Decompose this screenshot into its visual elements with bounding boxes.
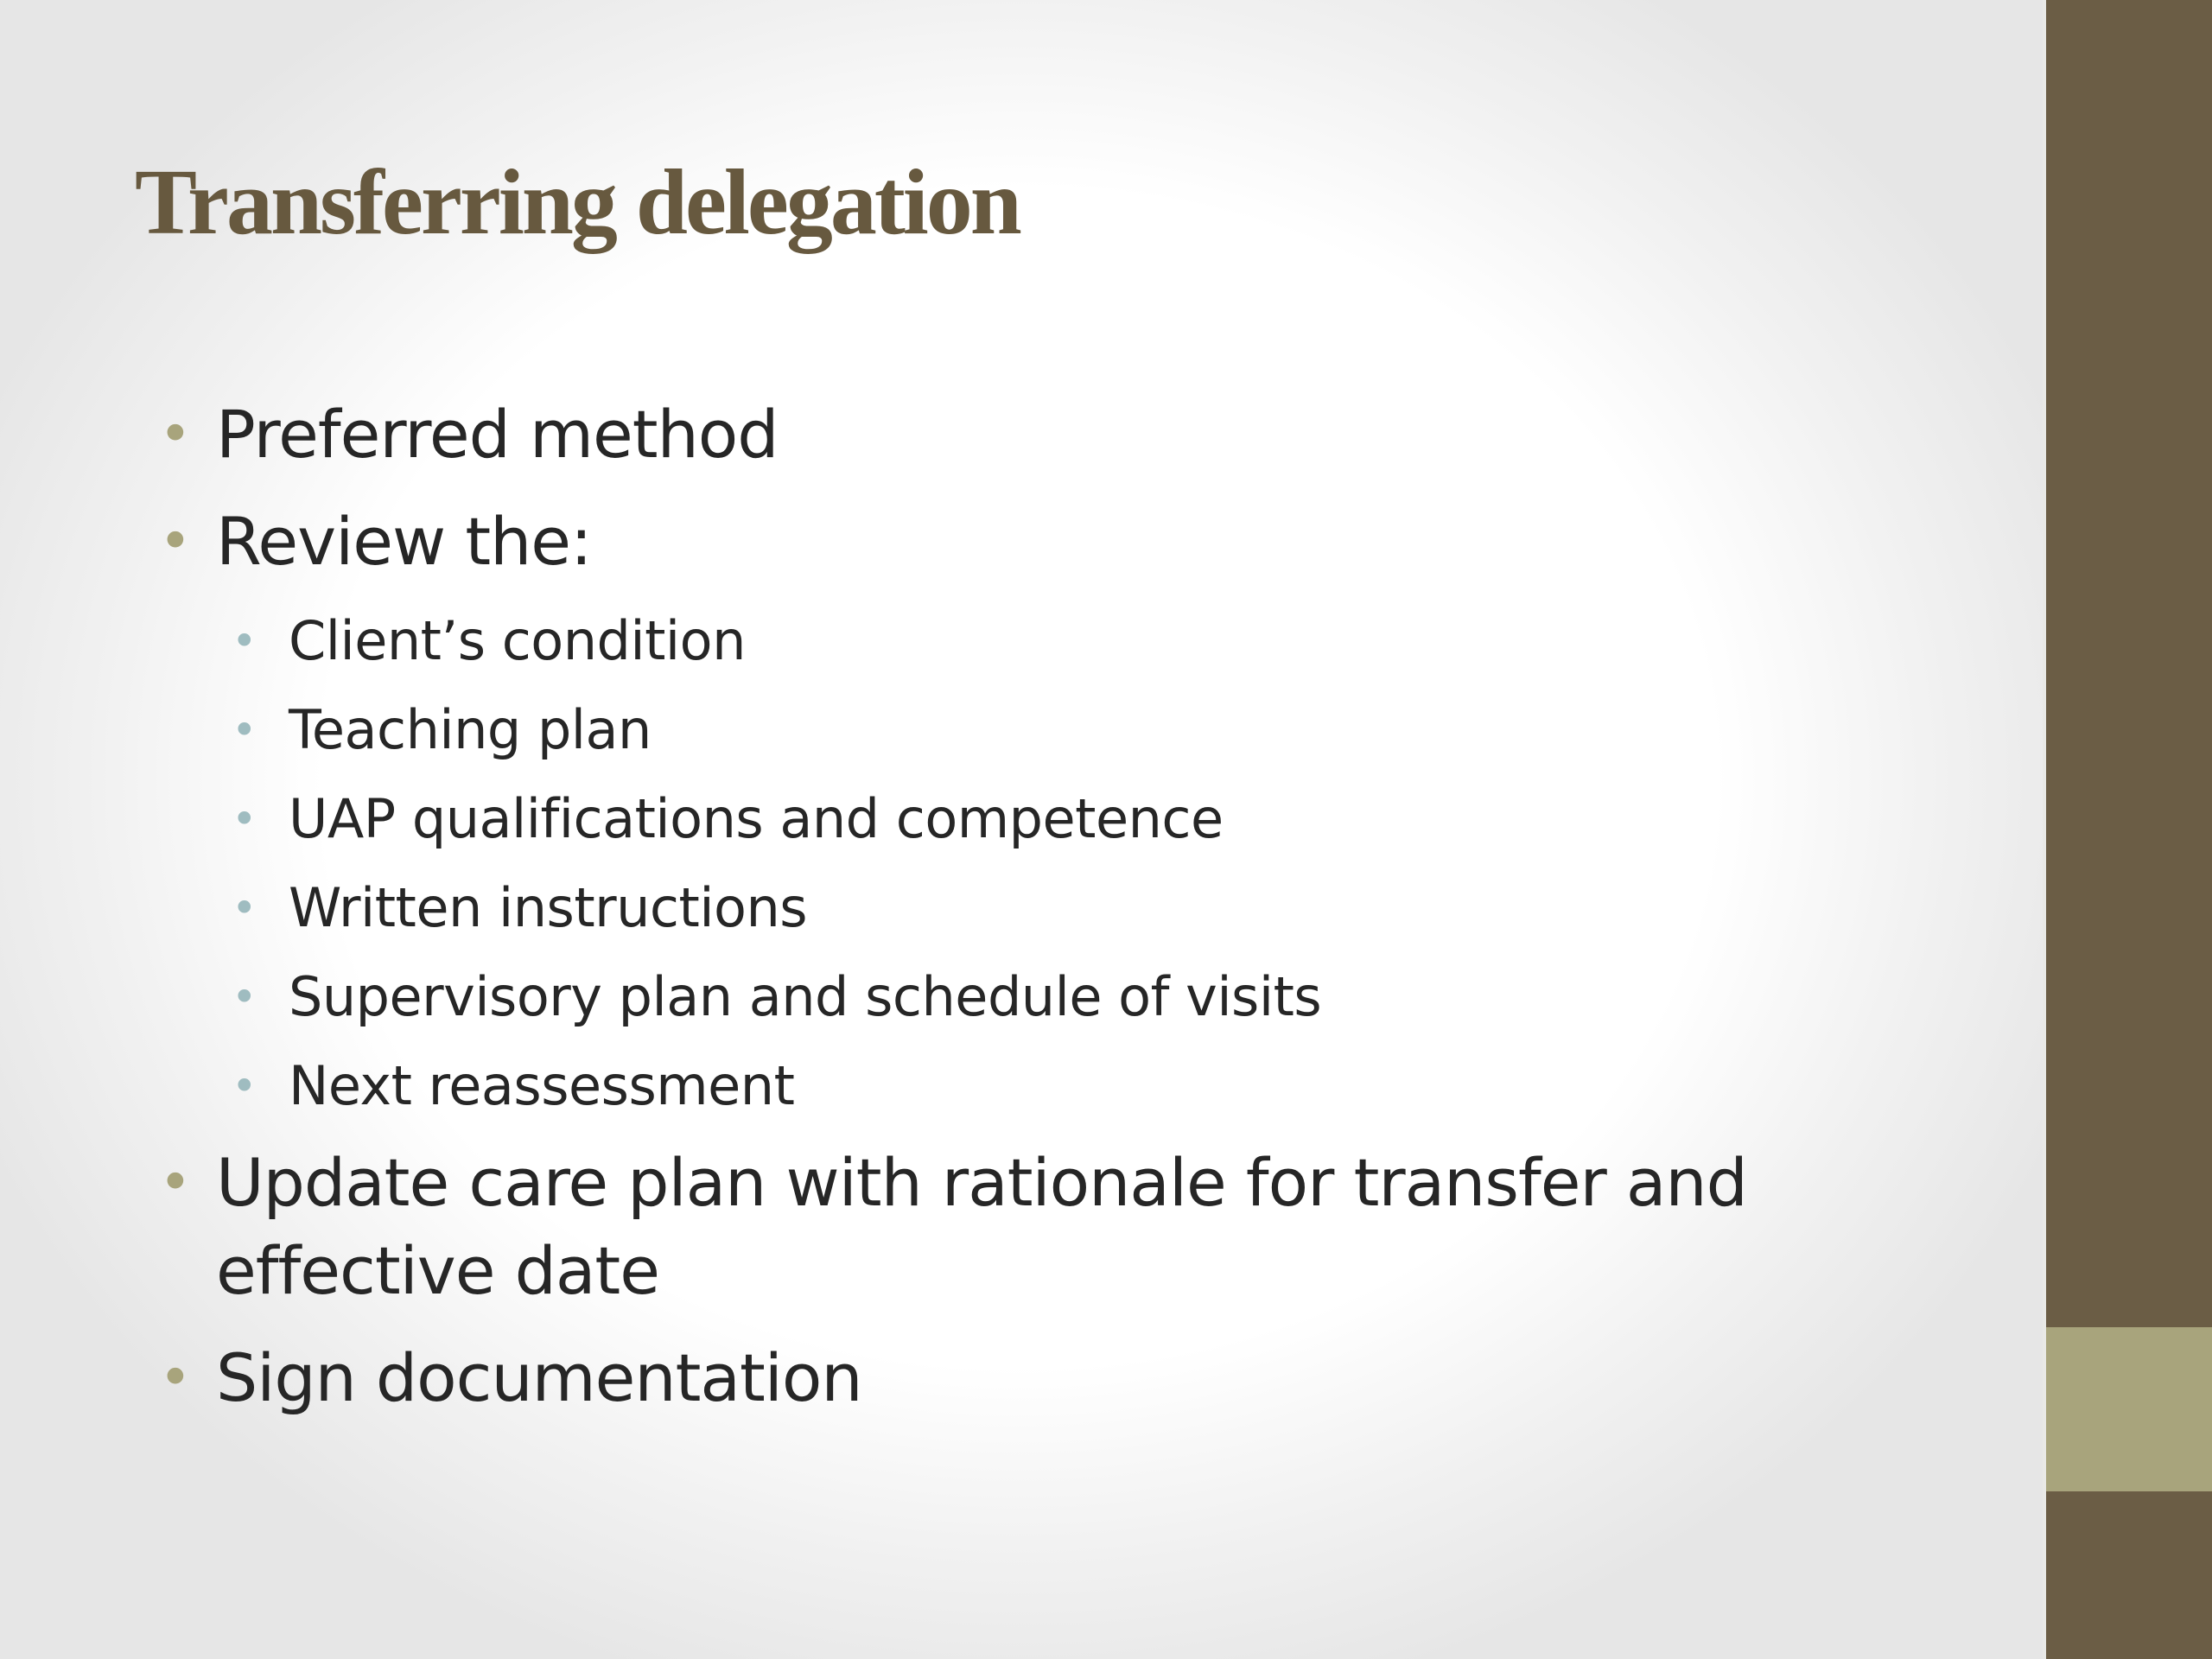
bullet-text: Preferred method <box>216 396 779 473</box>
decorative-sidebar-accent <box>2046 1327 2212 1491</box>
sub-bullet-dot-icon: • <box>232 883 257 933</box>
sub-bullet-text: Written instructions <box>289 876 808 939</box>
sub-bullet-dot-icon: • <box>232 616 257 666</box>
bullet-dot-icon: • <box>159 510 191 574</box>
bullet-item <box>156 1139 1953 1315</box>
sub-bullet-text: Teaching plan <box>289 698 652 761</box>
bullet-text: Update care plan with rationale for transfer and effective date <box>216 1144 1747 1309</box>
sub-bullet-text: Supervisory plan and schedule of visits <box>289 965 1322 1028</box>
sub-bullet-dot-icon: • <box>232 972 257 1022</box>
sub-bullet-dot-icon: • <box>232 705 257 755</box>
bullet-item <box>156 391 1953 479</box>
sub-bullet-text: Client’s condition <box>289 609 746 672</box>
bullet-list <box>156 391 1953 1441</box>
bullet-dot-icon: • <box>159 1346 191 1410</box>
sub-bullet-text: Next reassessment <box>289 1054 795 1117</box>
sub-bullet-item <box>156 783 1953 855</box>
sub-bullet-list <box>156 605 1953 1122</box>
sub-bullet-item <box>156 872 1953 944</box>
bullet-text: Review the: <box>216 503 592 580</box>
bullet-item <box>156 1334 1953 1422</box>
sub-bullet-item <box>156 1050 1953 1122</box>
sub-bullet-item <box>156 694 1953 766</box>
bullet-item <box>156 498 1953 586</box>
sub-bullet-item <box>156 961 1953 1033</box>
sub-bullet-dot-icon: • <box>232 794 257 844</box>
sub-bullet-text: UAP qualifications and competence <box>289 787 1224 850</box>
sub-bullet-dot-icon: • <box>232 1061 257 1111</box>
sub-bullet-item <box>156 605 1953 677</box>
bullet-dot-icon: • <box>159 1151 191 1215</box>
bullet-text: Sign documentation <box>216 1339 862 1416</box>
bullet-dot-icon: • <box>159 403 191 467</box>
slide-title: Transferring delegation <box>135 151 1020 254</box>
